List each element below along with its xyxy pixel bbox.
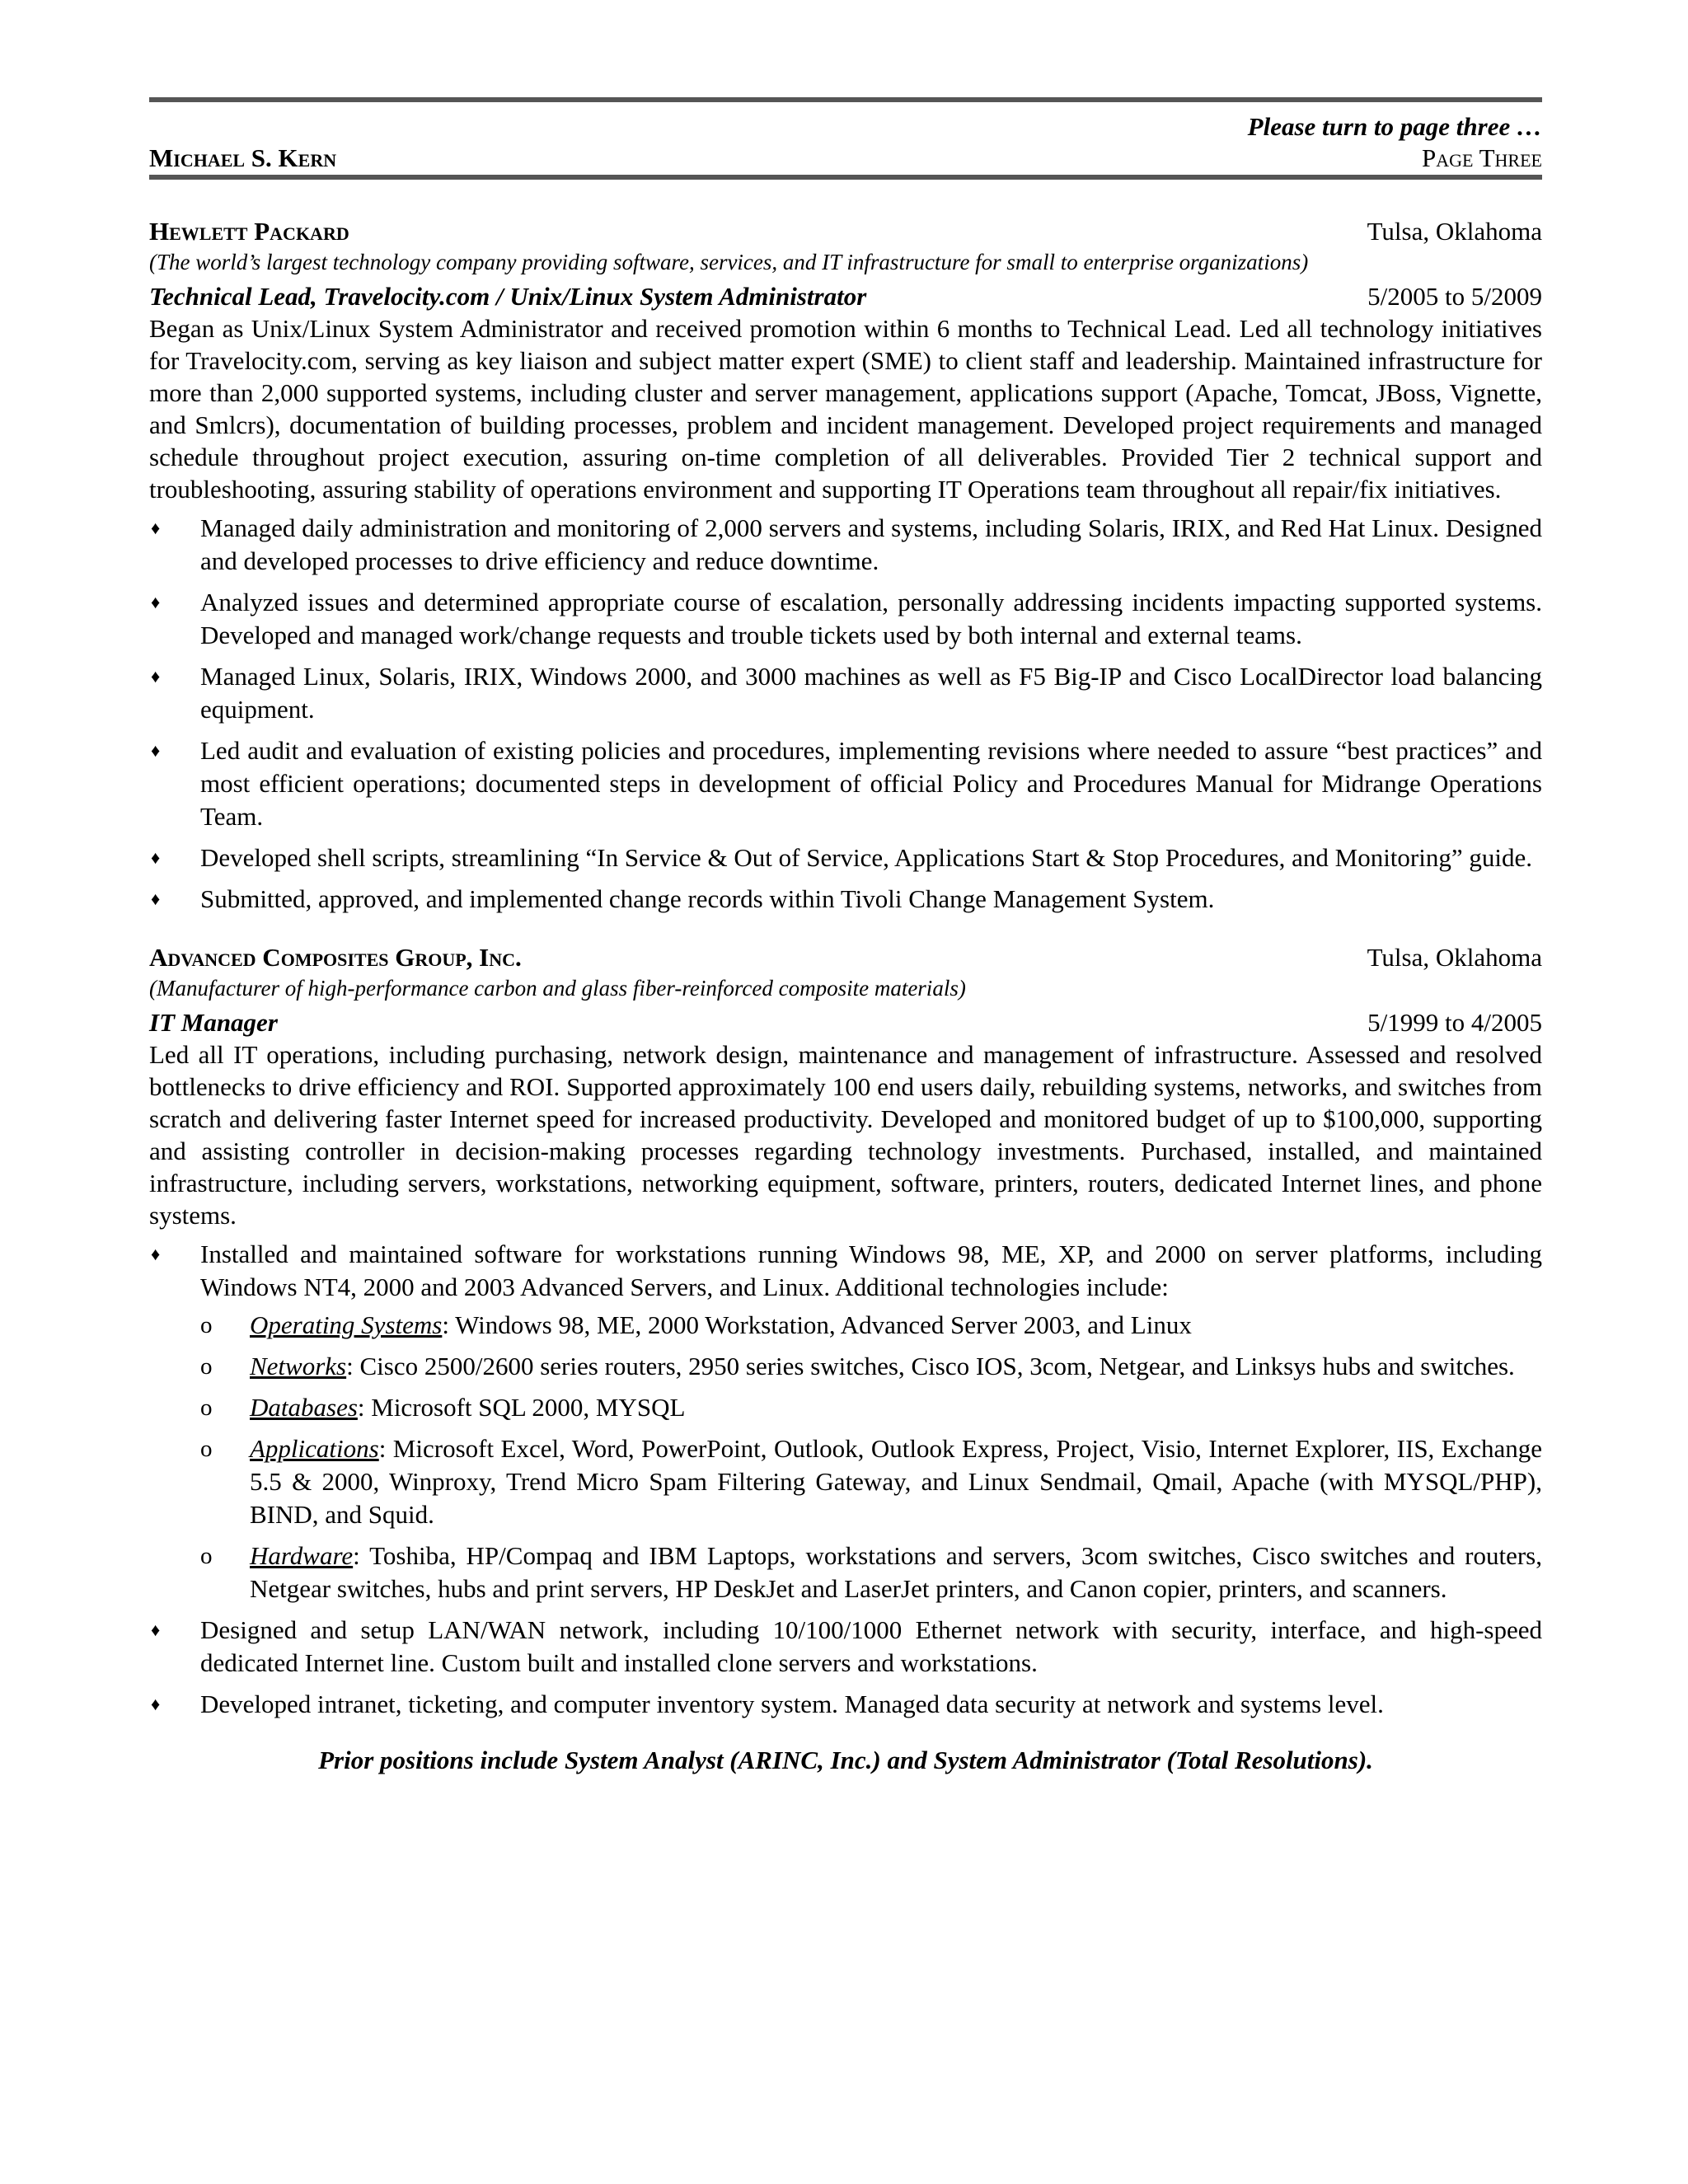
- prior-positions-note: Prior positions include System Analyst (ARINC, Inc.) and System Administrator (Total Resolutions).: [318, 1746, 1373, 1774]
- company-location: Tulsa, Oklahoma: [1367, 943, 1542, 972]
- candidate-name: Michael S. Kern: [149, 143, 337, 172]
- list-item: ♦ Managed Linux, Solaris, IRIX, Windows 2000, and 3000 machines as well as F5 Big-IP and Cisco LocalDirector load balancing equipment.: [151, 662, 1542, 724]
- diamond-bullet-icon: ♦: [151, 847, 161, 868]
- circle-bullet-icon: o: [200, 1312, 213, 1338]
- list-item: ♦ Analyzed issues and determined appropriate course of escalation, personally addressing incidents impacting supported systems. Developed and managed work/change requests and trouble tickets used by both internal and external teams.: [151, 588, 1542, 649]
- circle-bullet-icon: o: [200, 1353, 213, 1380]
- diamond-bullet-icon: ♦: [151, 518, 161, 538]
- list-item: ♦ Installed and maintained software for workstations running Windows 98, ME, XP, and 2000 on server platforms, including Windows NT4, 2000 and 2003 Advanced Servers, and Linux. Additional technologies include: o Operating Systems: Windows 98, ME, 2000 Workstation, Advanced Server 2003, and Linux o Networks: Cisco 2500/2600 series routers, 2950 series switches, Cisco IOS, 3com, Netgear, and Linksys hubs and switches. o Databases: Microsoft SQL 2000, MYSQL o Applications: Microsoft Excel, Word, PowerPoint, Outlook, Outlook Express, Project, Visio, Internet Explorer, IIS, Exchange 5.5 & 2000, Winproxy, Trend Micro Spam Filtering Gateway, and Linux Sendmail, Qmail, Apache (with MYSQL/PHP), BIND, and Squid. o Hardware: Toshiba, HP/Compaq and IBM Laptops, workstations and servers, 3com switches, Cisco switches and routers, Netgear switches, hubs and print servers, HP DeskJet and LaserJet printers, and Canon copier, printers, and scanners.: [149, 1238, 1542, 1605]
- technology-item: o Databases: Microsoft SQL 2000, MYSQL: [200, 1391, 1542, 1424]
- role-line: [149, 280, 1542, 312]
- diamond-bullet-icon: ♦: [151, 666, 161, 687]
- page-content: [149, 97, 1542, 1777]
- company-description: (The world’s largest technology company providing software, services, and IT infrastructure for small to enterprise organizations): [149, 250, 1309, 274]
- top-rule: [149, 97, 1542, 102]
- circle-bullet-icon: o: [200, 1436, 213, 1462]
- circle-bullet-icon: o: [200, 1394, 213, 1421]
- continue-note: Please turn to page three …: [1247, 112, 1542, 141]
- diamond-bullet-icon: ♦: [151, 740, 161, 761]
- job-dates: 5/1999 to 4/2005: [1367, 1008, 1542, 1037]
- diamond-bullet-icon: ♦: [151, 1244, 161, 1264]
- page-label: Page Three: [1421, 143, 1542, 172]
- technology-item: o Applications: Microsoft Excel, Word, PowerPoint, Outlook, Outlook Express, Project, Visio, Internet Explorer, IIS, Exchange 5.5 & 2000, Winproxy, Trend Micro Spam Filtering Gateway, and Linux Sendmail, Qmail, Apache (with MYSQL/PHP), BIND, and Squid.: [200, 1434, 1542, 1529]
- technology-item: o Networks: Cisco 2500/2600 series routers, 2950 series switches, Cisco IOS, 3com, Netgear, and Linksys hubs and switches.: [200, 1350, 1542, 1383]
- job-advanced-composites: [149, 942, 1542, 1721]
- category-label: Networks: [250, 1352, 347, 1380]
- category-label: Operating Systems: [250, 1310, 443, 1339]
- category-label: Hardware: [250, 1541, 354, 1570]
- diamond-bullet-icon: ♦: [151, 888, 161, 909]
- list-item: ♦ Submitted, approved, and implemented change records within Tivoli Change Management System.: [149, 883, 1542, 916]
- list-item: ♦ Managed daily administration and monitoring of 2,000 servers and systems, including Solaris, IRIX, and Red Hat Linux. Designed and developed processes to drive efficiency and reduce downtime.: [151, 513, 1542, 575]
- job-dates: 5/2005 to 5/2009: [1367, 282, 1542, 311]
- company-line: [149, 942, 1542, 973]
- company-line: [149, 216, 1542, 247]
- company-name: Advanced Composites Group, Inc.: [149, 943, 522, 972]
- achievement-list: [149, 512, 1542, 916]
- achievement-list: [149, 1238, 1542, 1721]
- technology-item: o Operating Systems: Windows 98, ME, 2000 Workstation, Advanced Server 2003, and Linux: [200, 1309, 1542, 1342]
- company-description: (Manufacturer of high-performance carbon and glass fiber-reinforced composite materials): [149, 976, 966, 1001]
- job-title: Technical Lead, Travelocity.com / Unix/Linux System Administrator: [149, 282, 867, 311]
- company-name: Hewlett Packard: [149, 217, 349, 246]
- list-item: ♦ Developed intranet, ticketing, and computer inventory system. Managed data security at network and systems level.: [149, 1688, 1542, 1721]
- technology-list: [200, 1309, 1542, 1605]
- list-item: ♦ Developed shell scripts, streamlining “In Service & Out of Service, Applications Start & Stop Procedures, and Monitoring” guide.: [149, 841, 1542, 874]
- list-item: ♦ Led audit and evaluation of existing policies and procedures, implementing revisions where needed to assure “best practices” and most efficient operations; documented steps in development of official Policy and Procedures Manual for Midrange Operations Team.: [151, 736, 1542, 831]
- job-summary: Began as Unix/Linux System Administrator and received promotion within 6 months to Technical Lead. Led all technology initiatives for Travelocity.com, serving as key liaison and subject matter expert (SME) to client staff and leadership. Maintained infrastructure for more than 2,000 supported systems, including cluster and server management, applications support (Apache, Tomcat, JBoss, Vignette, and Smlcrs), documentation of building processes, problem and incident management. Developed project requirements and managed schedule throughout project execution, assuring on-time completion of all deliverables. Provided Tier 2 technical support and troubleshooting, assuring stability of operations environment and supporting IT Operations team throughout all repair/fix initiatives.: [149, 314, 1542, 504]
- job-summary: Led all IT operations, including purchasing, network design, maintenance and management of infrastructure. Assessed and resolved bottlenecks to drive efficiency and ROI. Supported approximately 100 end users daily, rebuilding systems, networks, and switches from scratch and delivering faster Internet speed for increased productivity. Developed and monitored budget of up to $100,000, supporting and assisting controller in decision-making processes regarding technology investments. Purchased, installed, and maintained infrastructure, including servers, workstations, networking equipment, software, printers, routers, dedicated Internet lines, and phone systems.: [149, 1040, 1542, 1230]
- list-item: ♦ Designed and setup LAN/WAN network, including 10/100/1000 Ethernet network with security, interface, and high-speed dedicated Internet line. Custom built and installed clone servers and workstations.: [151, 1615, 1542, 1677]
- role-line: [149, 1006, 1542, 1038]
- page-header: [149, 143, 1542, 173]
- category-label: Databases: [250, 1393, 358, 1422]
- circle-bullet-icon: o: [200, 1543, 213, 1569]
- technology-item: o Hardware: Toshiba, HP/Compaq and IBM Laptops, workstations and servers, 3com switches, Cisco switches and routers, Netgear switches, hubs and print servers, HP DeskJet and LaserJet printers, and Canon copier, printers, and scanners.: [200, 1541, 1542, 1603]
- diamond-bullet-icon: ♦: [151, 592, 161, 612]
- diamond-bullet-icon: ♦: [151, 1619, 161, 1640]
- header-rule: [149, 175, 1542, 180]
- category-label: Applications: [250, 1434, 379, 1463]
- job-hewlett-packard: [149, 216, 1542, 916]
- diamond-bullet-icon: ♦: [151, 1694, 161, 1714]
- company-location: Tulsa, Oklahoma: [1367, 217, 1542, 246]
- job-title: IT Manager: [149, 1008, 278, 1037]
